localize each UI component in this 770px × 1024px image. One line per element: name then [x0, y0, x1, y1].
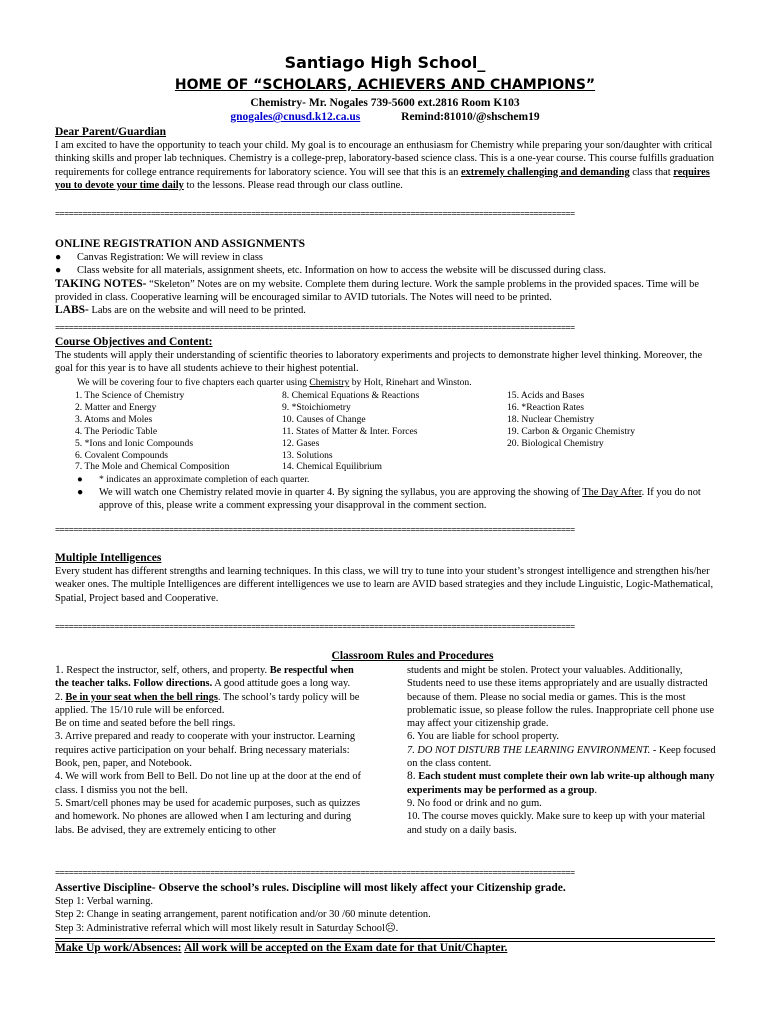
makeup-section	[55, 942, 715, 955]
rule-8: 8. Each student must complete their own lab write-up although many experiments may be performed as a group.	[407, 770, 715, 796]
chapter-item: 6. Covalent Compounds	[75, 449, 169, 461]
chapter-item: 5. *Ions and Ionic Compounds	[75, 437, 194, 449]
discipline-step: Step 3: Administrative referral which will most likely result in Saturday School☹.	[55, 922, 399, 934]
chapter-item: 11. States of Matter & Inter. Forces	[282, 425, 418, 437]
greeting: Dear Parent/Guardian	[55, 126, 167, 138]
course-heading: Course Objectives and Content:	[55, 336, 213, 348]
chapter-item: 20. Biological Chemistry	[507, 437, 604, 449]
chapter-col-1	[75, 390, 229, 473]
taking-notes: TAKING NOTES- “Skeleton” Notes are on my website. Complete them during lecture. Work the sample problems in the provided spaces. Time will be provided in class. Cooperative learning will be encouraged similar to AVID tutorials. The Notes will need to be printed.	[55, 277, 699, 303]
separator: ==================================================================================================================	[55, 622, 575, 632]
remind-code: Remind:81010/@shschem19	[401, 111, 540, 123]
rules-left-column	[55, 664, 370, 837]
discipline-section	[55, 882, 715, 935]
intro-paragraph: I am excited to have the opportunity to teach your child. My goal is to encourage an enthusiasm for Chemistry while preparing your son/daughter with critical thinking skills and proper lab techniques. Chemistry is a college-prep, laboratory-based science class. This is a one-year course. This course fulfills graduation requirements for college entrance requirements for laboratory science. You will see that this is an extremely challenging and demanding class that requires you to devote your time daily to the lessons. Please read through our class outline.	[55, 140, 714, 191]
online-section	[55, 238, 715, 317]
bullet-icon: ●	[55, 252, 62, 264]
makeup-text: All work will be accepted on the Exam date for that Unit/Chapter.	[184, 942, 508, 954]
chapter-item: 10. Causes of Change	[282, 413, 366, 425]
bullet-icon: ●	[77, 487, 84, 499]
rule-10: 10. The course moves quickly. Make sure to keep up with your material and study on a daily basis.	[407, 811, 706, 836]
online-heading: ONLINE REGISTRATION AND ASSIGNMENTS	[55, 238, 305, 250]
rule-7: 7. DO NOT DISTURB THE LEARNING ENVIRONMENT. - Keep focused on the class content.	[407, 744, 716, 770]
bullet-icon: ●	[55, 265, 62, 277]
chapter-item: 15. Acids and Bases	[507, 390, 585, 401]
course-text: The students will apply their understanding of scientific theories to laboratory experiments and projects to demonstrate higher level thinking. Moreover, the goal for this year is to have all students achieve to their highest potential.	[55, 350, 703, 375]
rule-6: 6. You are liable for school property.	[407, 731, 559, 743]
intelligences-section	[55, 552, 715, 605]
rule-3: 3. Arrive prepared and ready to cooperate with your instructor. Learning requires active participation on your behalf. Bring necessary materials: Book, pen, paper, and Notebook.	[55, 731, 356, 770]
chapter-item: 13. Solutions	[282, 449, 333, 461]
list-item: ● * indicates an approximate completion of each quarter.	[77, 474, 310, 485]
teacher-contact: Chemistry- Mr. Nogales 739-5600 ext.2816 Room K103	[250, 97, 520, 109]
chapter-item: 3. Atoms and Moles	[75, 413, 153, 425]
chapter-item: 1. The Science of Chemistry	[75, 390, 185, 401]
rule-9: 9. No food or drink and no gum.	[407, 797, 542, 809]
teacher-email-link[interactable]: gnogales@cnusd.k12.ca.us	[230, 111, 361, 123]
rule-5: 5. Smart/cell phones may be used for academic purposes, such as quizzes and homework. No phones are allowed when I am lecturing and during labs. Be advised, they are extremely enticing to other	[55, 797, 360, 836]
chapter-item: 18. Nuclear Chemistry	[507, 413, 595, 425]
contact-line-2	[0, 111, 770, 124]
labs-info: LABS- Labs are on the website and will need to be printed.	[55, 304, 306, 317]
rule-5-cont: students and might be stolen. Protect your valuables. Additionally, Students need to use these items appropriately and are usually distracted because of them. Please no social media or games. This is the most problematic issue, so please follow the rules. Inappropriate cell phone use may affect your citizenship grade.	[407, 665, 715, 730]
course-section	[55, 336, 715, 389]
divider	[55, 938, 715, 939]
list-item: ● We will watch one Chemistry related movie in quarter 4. By signing the syllabus, you are approving the showing of The Day After. If you do not approve of this, please write a comment expressing your disapproval in the comment section.	[77, 487, 701, 512]
rules-heading-wrap	[0, 650, 770, 663]
school-title: Santiago High School_	[284, 53, 486, 72]
chapter-item: 4. The Periodic Table	[75, 425, 158, 437]
intelligences-text: Every student has different strengths and learning techniques. In this class, we will try to tune into your student’s strongest intelligence and strengthen his/her weaker ones. The multiple Intelligences are different intelligences we use to learn are AVID based strategies and they include Linguistic, Logic-Mathematical, Spatial, Project based and Cooperative.	[55, 566, 714, 604]
rule-1: 1. Respect the instructor, self, others, and property. Be respectful when the teacher talks. Follow directions. A good attitude goes a long way.	[55, 664, 354, 690]
makeup-label: Make Up work/Absences:	[55, 942, 182, 954]
chapter-item: 7. The Mole and Chemical Composition	[75, 461, 230, 473]
chapter-item: 19. Carbon & Organic Chemistry	[507, 425, 635, 437]
separator: ==================================================================================================================	[55, 525, 575, 535]
rules-heading: Classroom Rules and Procedures	[331, 650, 494, 662]
list-item: ● Canvas Registration: We will review in class	[55, 252, 263, 264]
chapter-item: 2. Matter and Energy	[75, 401, 157, 413]
bullet-icon: ●	[77, 474, 83, 485]
chapter-item: 14. Chemical Equilibrium	[282, 461, 382, 473]
chapters-intro: We will be covering four to five chapters each quarter using Chemistry by Holt, Rinehart and Winston.	[77, 376, 472, 388]
chapter-item: 12. Gases	[282, 437, 320, 449]
list-item: ● Class website for all materials, assignment sheets, etc. Information on how to access the website will be discussed during class.	[55, 265, 606, 277]
discipline-step: Step 2: Change in seating arrangement, parent notification and/or 30 /60 minute detention.	[55, 909, 431, 921]
separator: ==================================================================================================================	[55, 209, 575, 219]
separator: ==================================================================================================================	[55, 868, 575, 878]
chapter-item: 16. *Reaction Rates	[507, 401, 584, 413]
discipline-step: Step 1: Verbal warning.	[55, 896, 153, 908]
rule-2-extra: Be on time and seated before the bell rings.	[55, 718, 236, 730]
separator: ==================================================================================================================	[55, 323, 575, 333]
intro-section	[55, 126, 715, 192]
discipline-heading: Assertive Discipline- Observe the school’s rules. Discipline will most likely affect your Citizenship grade.	[55, 882, 566, 894]
course-notes	[55, 473, 715, 513]
chapter-col-3	[507, 390, 635, 450]
school-motto: HOME OF “SCHOLARS, ACHIEVERS AND CHAMPIONS”	[174, 77, 596, 93]
rule-4: 4. We will work from Bell to Bell. Do not line up at the door at the end of class. I dismiss you not the bell.	[55, 771, 362, 796]
rules-right-column	[407, 664, 717, 837]
rule-2: 2. Be in your seat when the bell rings. The school’s tardy policy will be applied. The 15/10 rule will be enforced.	[55, 691, 360, 716]
chapter-item: 9. *Stoichiometry	[282, 401, 351, 413]
chapter-item: 8. Chemical Equations & Reactions	[282, 390, 420, 401]
chapter-col-2	[282, 390, 419, 473]
intelligences-heading: Multiple Intelligences	[55, 552, 162, 564]
